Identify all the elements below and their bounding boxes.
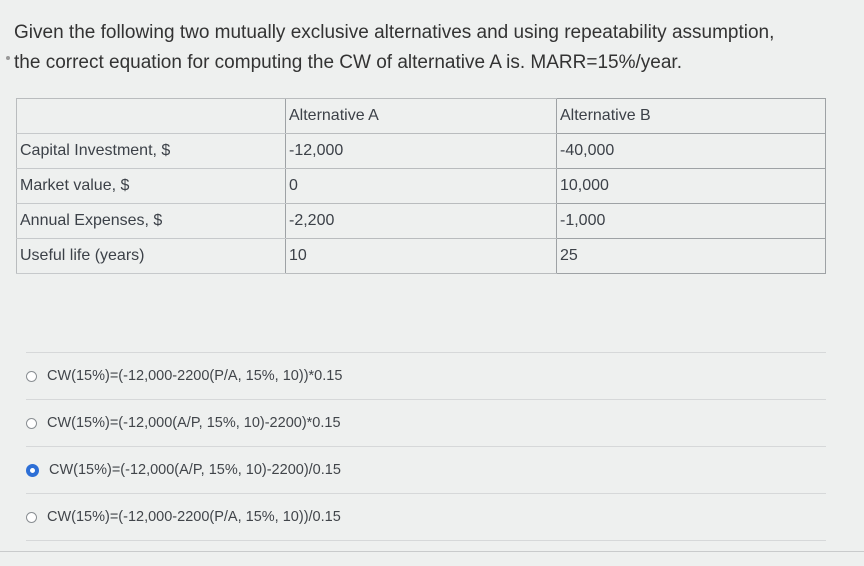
table-row [17,204,826,239]
divider [0,551,864,552]
option-label: CW(15%)=(-12,000-2200(P/A, 15%, 10))*0.15 [47,368,343,384]
row-label: Capital Investment, $ [17,134,286,169]
answer-option-1[interactable] [26,352,826,399]
header-alternative-b: Alternative B [557,99,826,134]
alt-a-value: -12,000 [286,134,557,169]
header-cell-label [17,99,286,134]
table-row [17,134,826,169]
answer-option-4[interactable] [26,493,826,541]
radio-button[interactable] [26,512,37,523]
radio-button[interactable] [26,418,37,429]
option-label: CW(15%)=(-12,000(A/P, 15%, 10)-2200)*0.15 [47,415,341,431]
question-text [14,18,844,78]
alt-a-value: 10 [286,239,557,274]
alt-a-value: 0 [286,169,557,204]
alt-b-value: 10,000 [557,169,826,204]
question-line-2: the correct equation for computing the CW of alternative A is. MARR=15%/year. [14,52,682,73]
alt-b-value: -40,000 [557,134,826,169]
row-label: Market value, $ [17,169,286,204]
alt-b-value: -1,000 [557,204,826,239]
answer-options [26,352,826,541]
header-alternative-a: Alternative A [286,99,557,134]
question-line-1: Given the following two mutually exclusive alternatives and using repeatability assumption, [14,22,775,43]
table-row [17,169,826,204]
table-row [17,239,826,274]
alternatives-table [16,98,826,274]
answer-option-2[interactable] [26,399,826,446]
alt-b-value: 25 [557,239,826,274]
bullet-mark [6,56,10,60]
option-label: CW(15%)=(-12,000(A/P, 15%, 10)-2200)/0.15 [49,462,341,478]
row-label: Useful life (years) [17,239,286,274]
option-label: CW(15%)=(-12,000-2200(P/A, 15%, 10))/0.15 [47,509,341,525]
radio-button[interactable] [26,371,37,382]
answer-option-3[interactable] [26,446,826,493]
radio-button-selected[interactable] [26,464,39,477]
table-header-row [17,99,826,134]
alt-a-value: -2,200 [286,204,557,239]
row-label: Annual Expenses, $ [17,204,286,239]
